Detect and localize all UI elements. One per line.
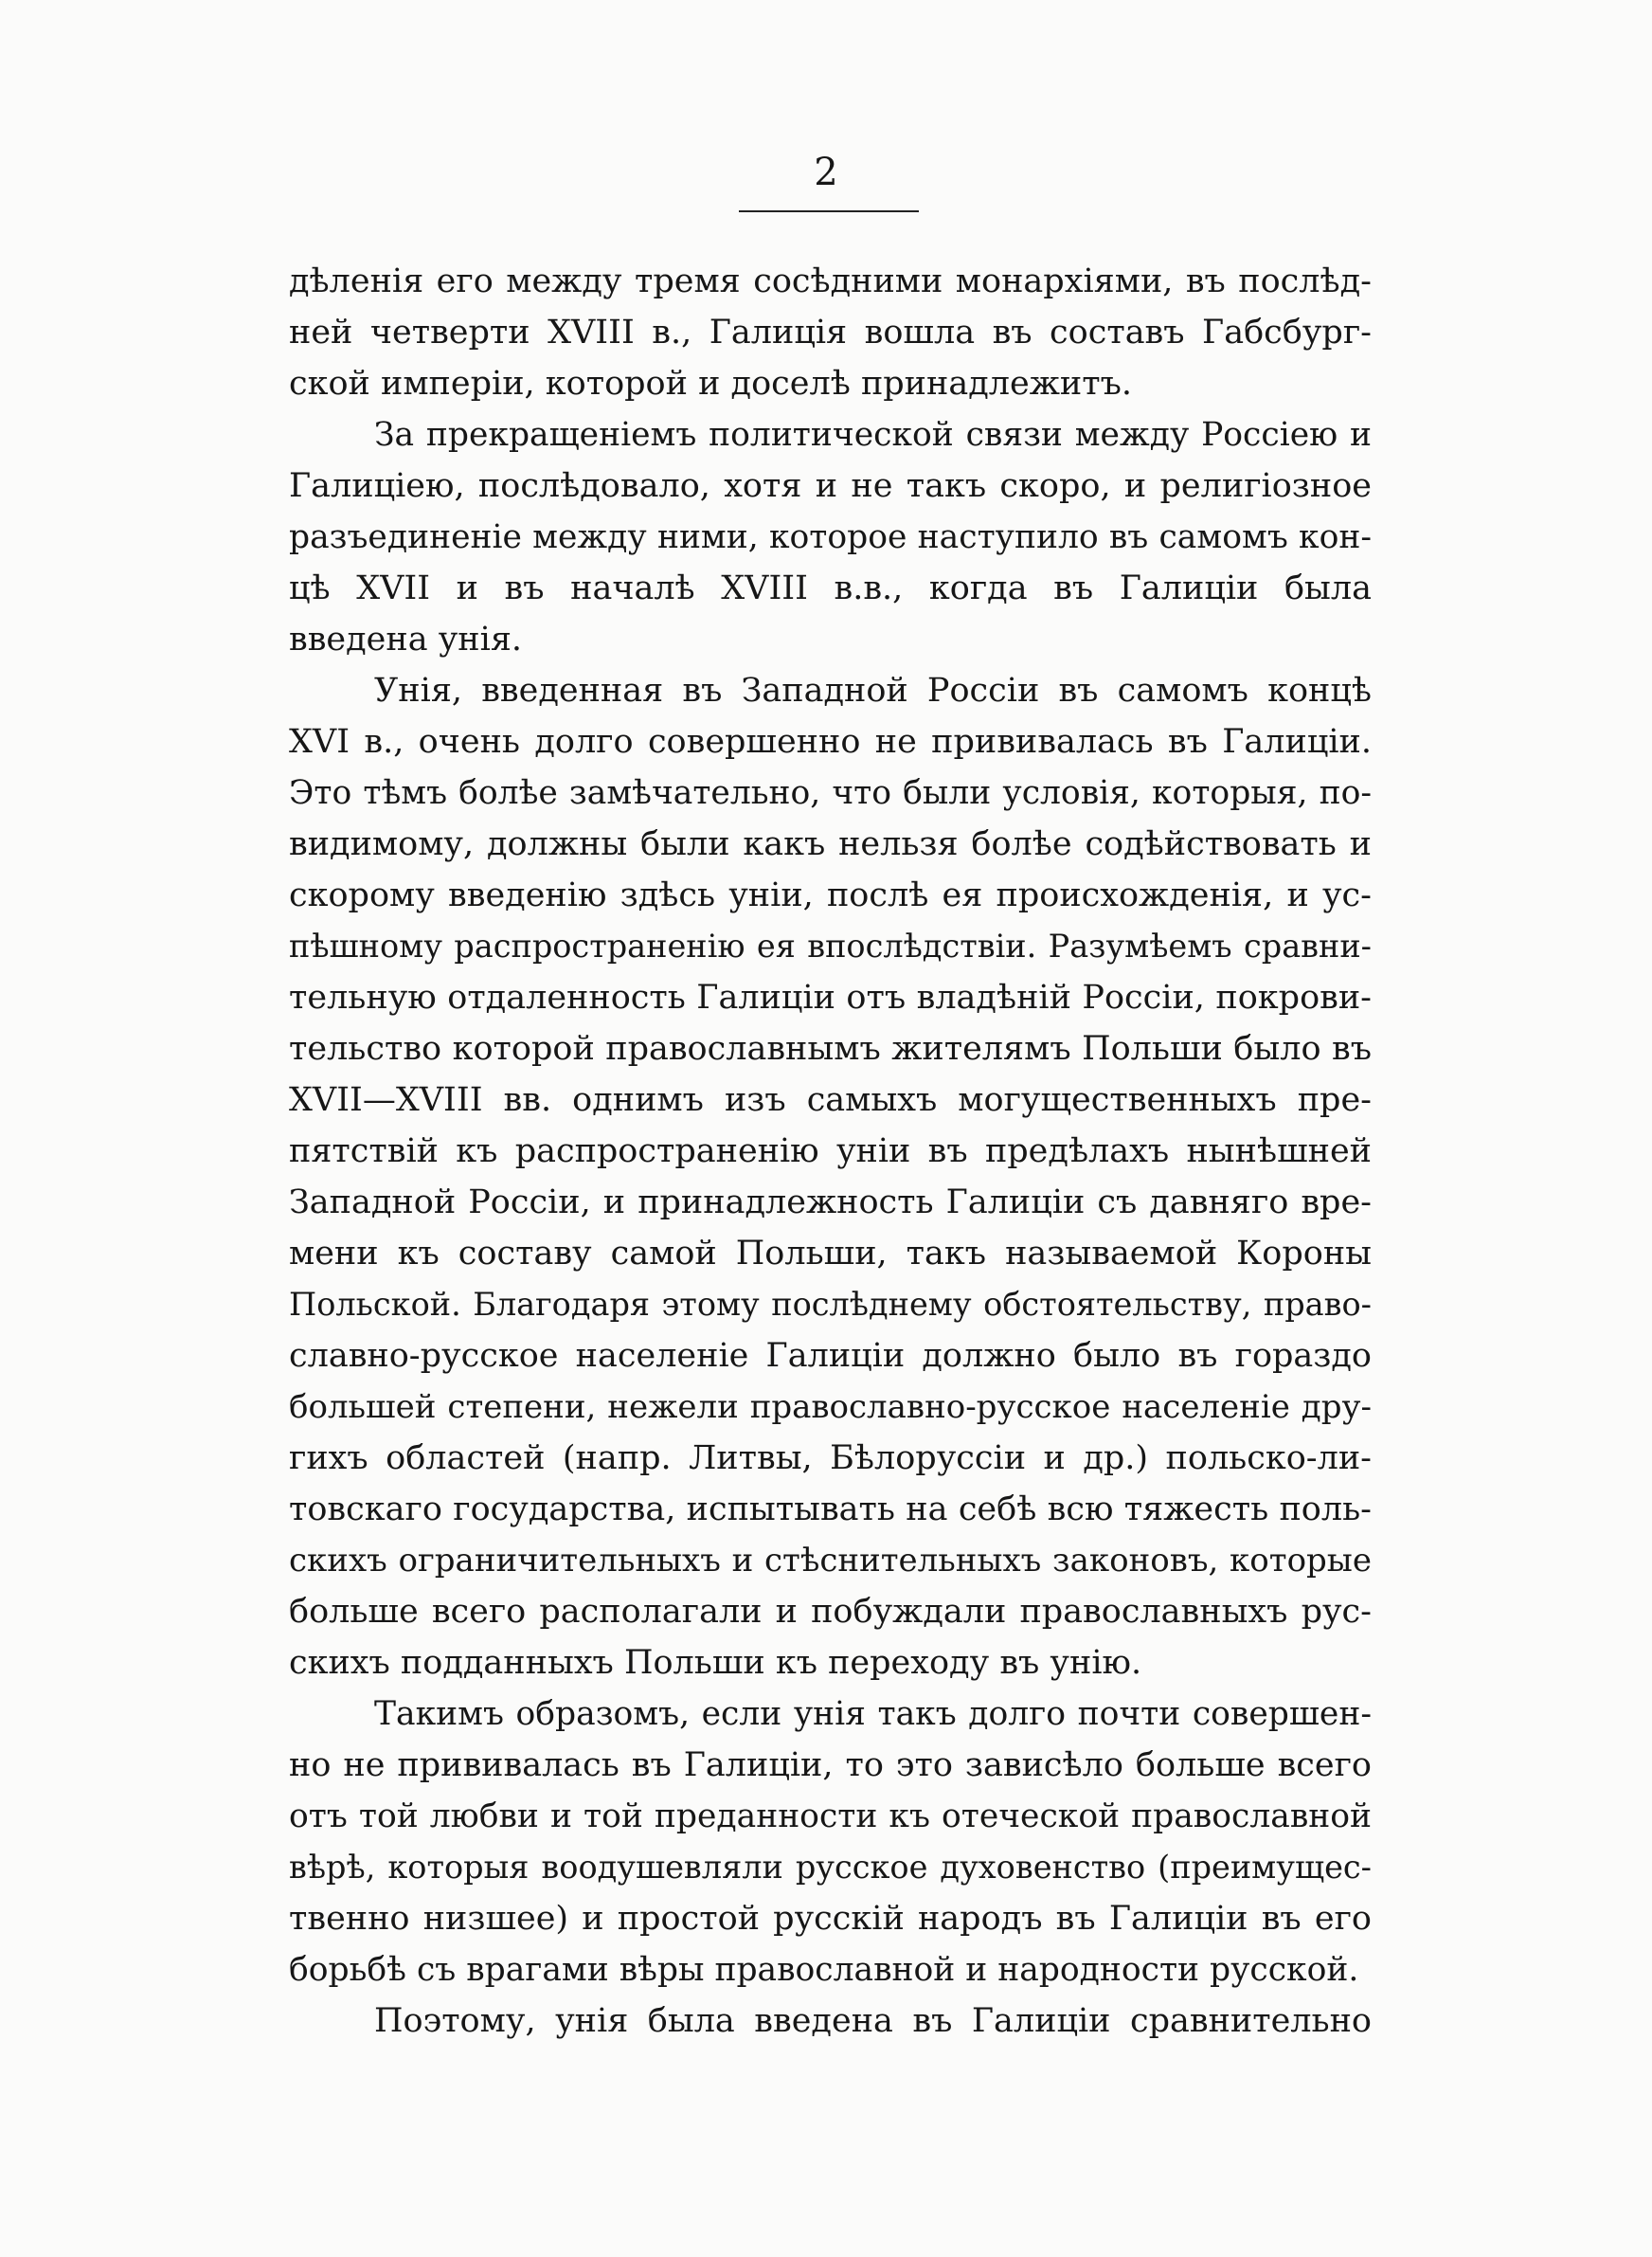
text-line: ней четверти XVIII в., Галиція вошла въ составъ Габсбург- — [289, 314, 1372, 352]
text-line: отъ той любви и той преданности къ отеческой православной — [289, 1797, 1372, 1835]
text-line: тельство которой православнымъ жителямъ Польши было въ — [289, 1030, 1372, 1068]
text-line: скихъ ограничительныхъ и стѣснительныхъ законовъ, которые — [289, 1542, 1372, 1580]
paragraph-3 — [289, 665, 1372, 1688]
text-line: дѣленія его между тремя сосѣдними монархіями, въ послѣд- — [289, 262, 1372, 300]
text-line: но не прививалась въ Галиціи, то это зависѣло больше всего — [289, 1746, 1372, 1784]
text-line: мени къ составу самой Польши, такъ называемой Короны — [289, 1235, 1372, 1273]
text-line: борьбѣ съ врагами вѣры православной и народности русской. — [289, 1951, 1359, 1989]
text-line: скихъ подданныхъ Польши къ переходу въ унію. — [289, 1644, 1142, 1682]
paragraph-1 — [289, 256, 1372, 409]
text-line: славно-русское населеніе Галиціи должно было въ гораздо — [289, 1337, 1372, 1375]
text-line: XVI в., очень долго совершенно не прививалась въ Галиціи. — [289, 723, 1372, 761]
text-line: Западной Россіи, и принадлежность Галиціи съ давняго вре- — [289, 1183, 1372, 1221]
paragraph-2 — [289, 409, 1372, 665]
text-line: Унія, введенная въ Западной Россіи въ самомъ концѣ — [374, 672, 1372, 710]
body-text — [289, 256, 1372, 2047]
text-line: вѣрѣ, которыя воодушевляли русское духовенство (преимущес- — [289, 1849, 1372, 1886]
text-line: больше всего располагали и побуждали православныхъ рус- — [289, 1593, 1372, 1631]
text-line: Поэтому, унія была введена въ Галиціи сравнительно — [374, 2002, 1372, 2040]
text-line: Галиціею, послѣдовало, хотя и не такъ скоро, и религіозное — [289, 467, 1372, 505]
header-rule — [739, 210, 919, 212]
text-line: тельную отдаленность Галиціи отъ владѣній Россіи, покрови- — [289, 979, 1372, 1017]
text-line: пѣшному распространенію ея впослѣдствіи. Разумѣемъ сравни- — [289, 928, 1372, 965]
text-line: твенно низшее) и простой русскій народъ въ Галиціи въ его — [289, 1900, 1372, 1938]
text-line: разъединеніе между ними, которое наступило въ самомъ кон- — [289, 518, 1372, 556]
text-line: ской имперіи, которой и доселѣ принадлежитъ. — [289, 365, 1132, 403]
paragraph-5 — [289, 1995, 1372, 2047]
text-line: введена унія. — [289, 621, 523, 659]
text-line: пятствій къ распространенію уніи въ предѣлахъ нынѣшней — [289, 1132, 1372, 1170]
text-line: цѣ XVII и въ началѣ XVIII в.в., когда въ Галиціи была — [289, 569, 1372, 607]
text-line: товскаго государства, испытывать на себѣ всю тяжесть поль- — [289, 1490, 1372, 1528]
text-line: большей степени, нежели православно-русское населеніе дру- — [289, 1388, 1372, 1426]
text-line: видимому, должны были какъ нельзя болѣе содѣйствовать и — [289, 825, 1372, 863]
text-line: За прекращеніемъ политической связи между Россіею и — [374, 416, 1372, 454]
text-line: Такимъ образомъ, если унія такъ долго почти совершен- — [374, 1695, 1372, 1733]
text-line: Это тѣмъ болѣе замѣчательно, что были условія, которыя, по- — [289, 774, 1372, 812]
text-line: гихъ областей (напр. Литвы, Бѣлоруссіи и др.) польско-ли- — [289, 1439, 1372, 1477]
text-line: Польской. Благодаря этому послѣднему обстоятельству, право- — [289, 1286, 1372, 1323]
text-line: XVII—XVIII вв. однимъ изъ самыхъ могущественныхъ пре- — [289, 1081, 1372, 1119]
text-line: скорому введенію здѣсь уніи, послѣ ея происхожденія, и ус- — [289, 876, 1372, 914]
paragraph-4 — [289, 1688, 1372, 1995]
page-number: 2 — [814, 151, 838, 194]
